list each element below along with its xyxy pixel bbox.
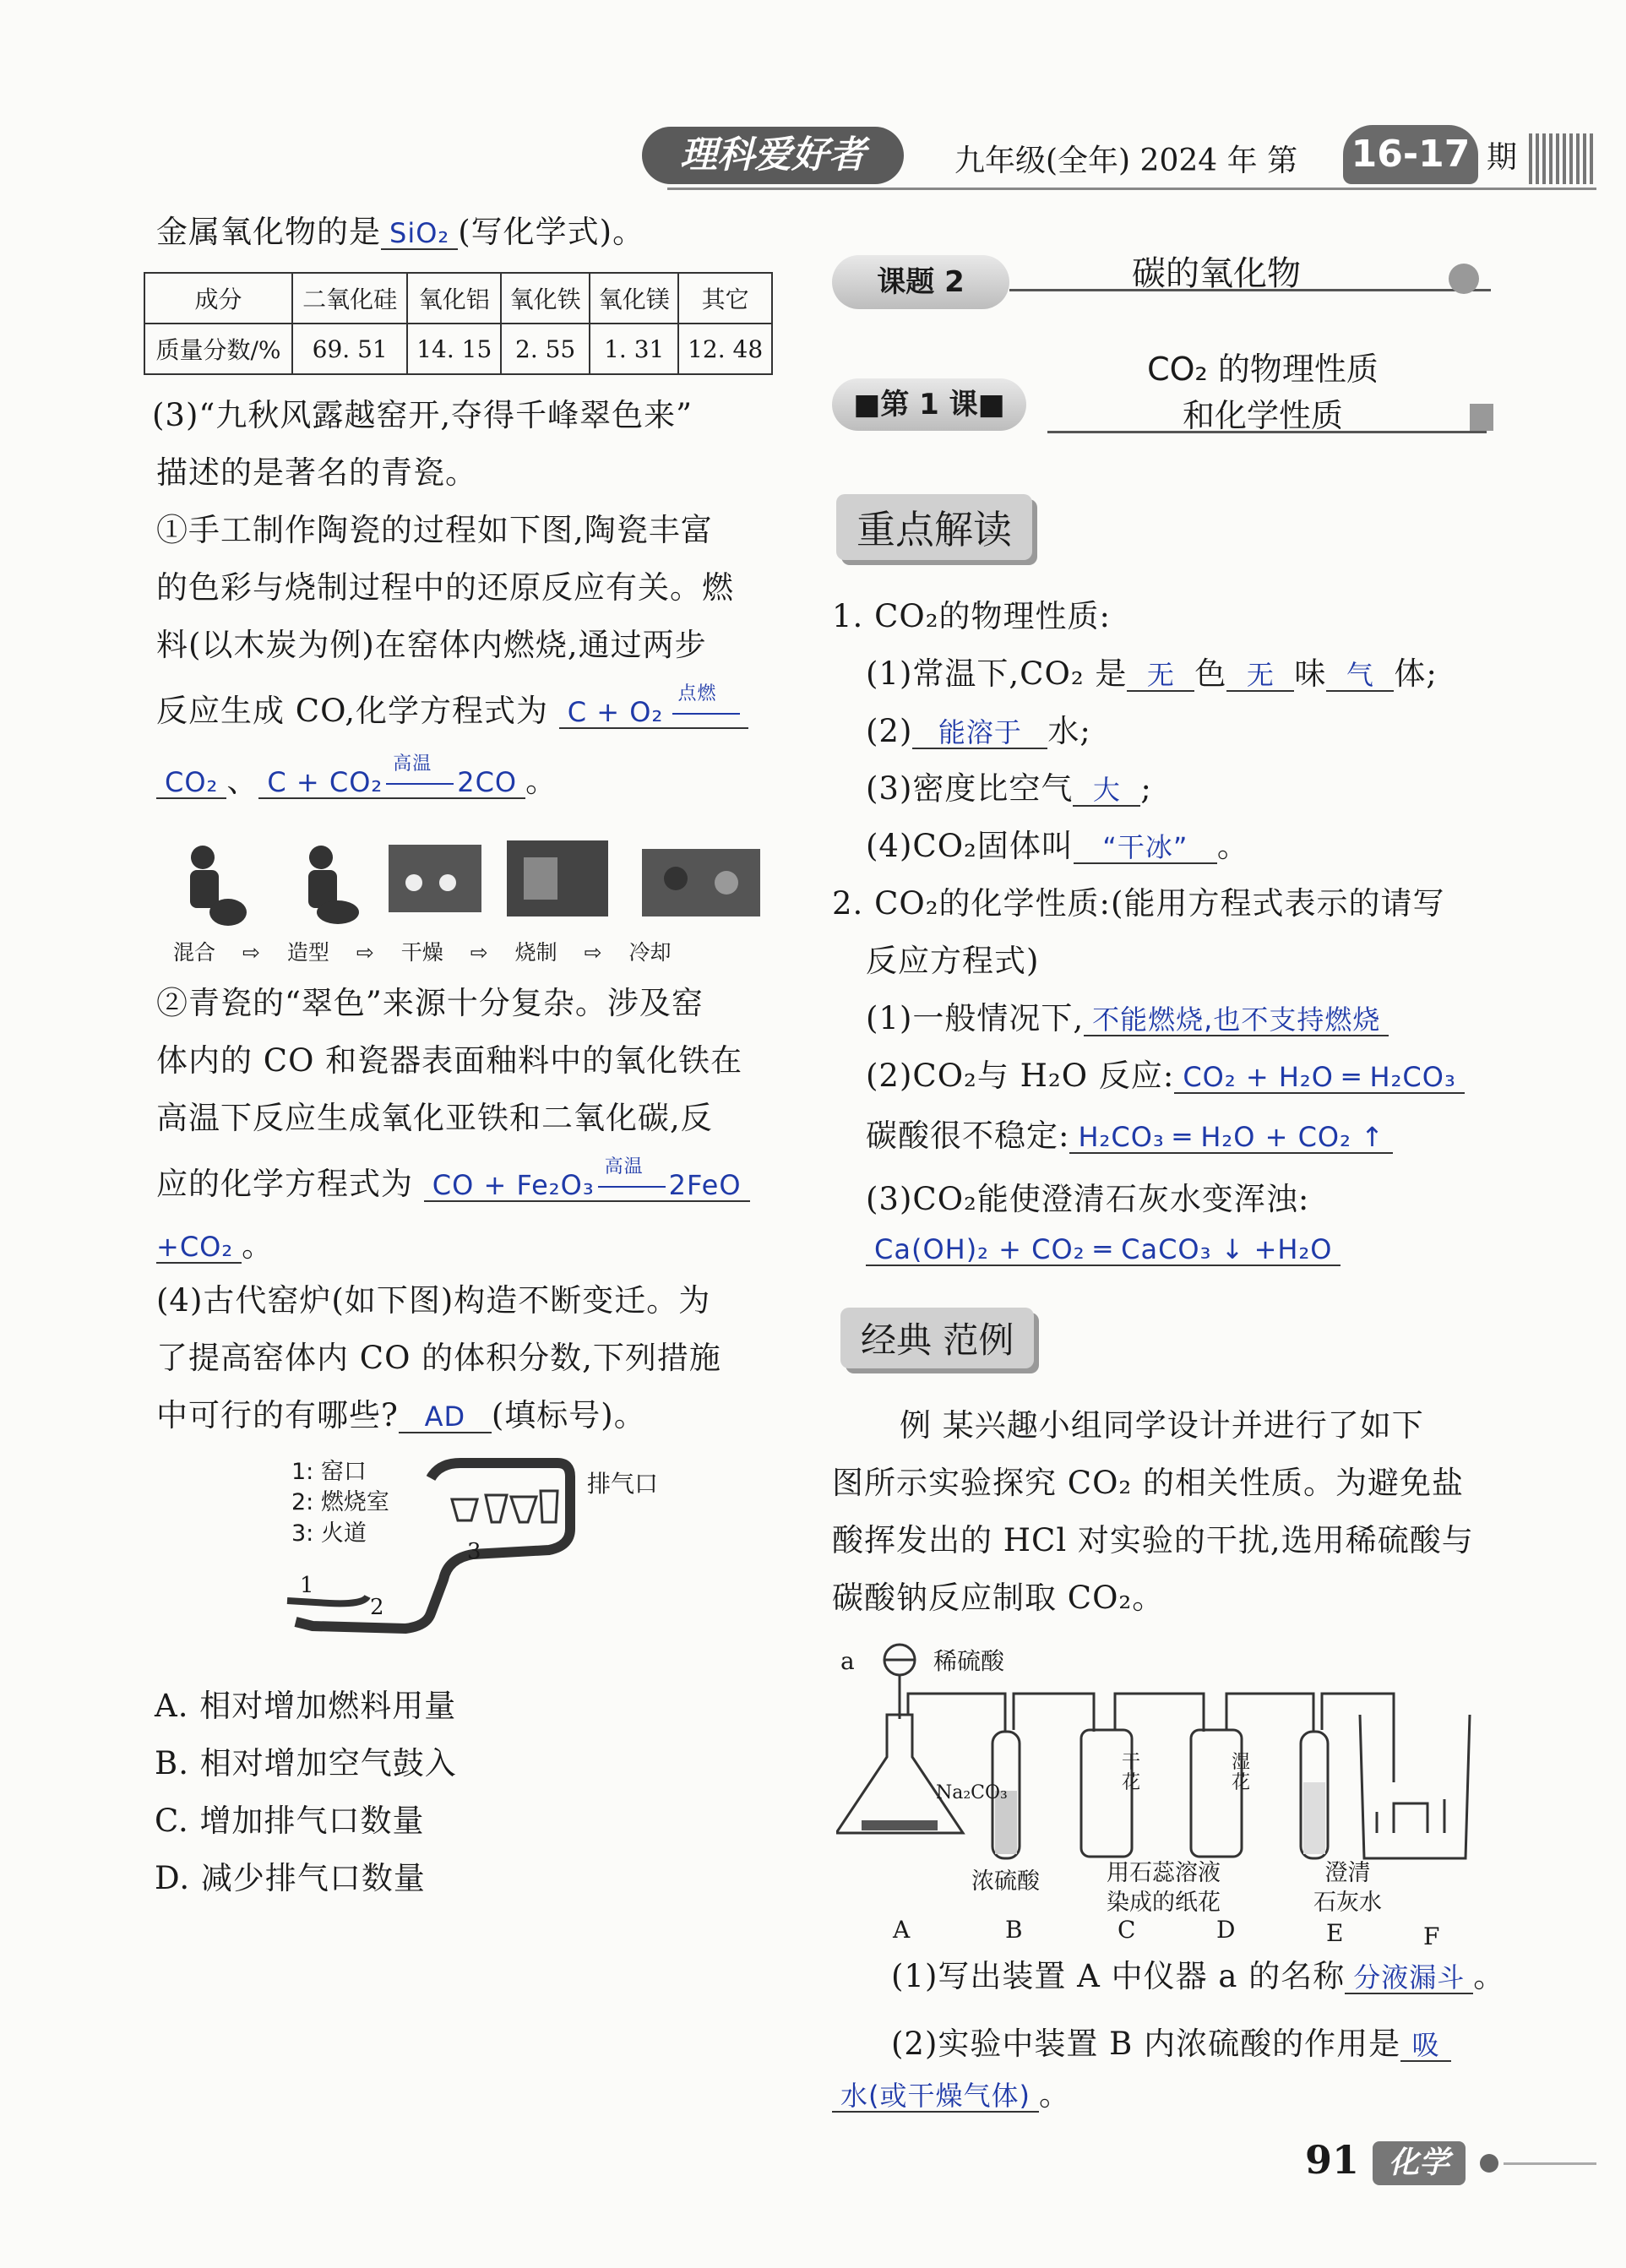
q4-line3: 中可行的有哪些? AD (填标号)。: [156, 1397, 646, 1433]
answer-eq3-cont: +CO₂: [156, 1232, 242, 1264]
grade-label: 九年级(全年): [954, 144, 1131, 178]
subject-badge: 化学: [1373, 2141, 1466, 2185]
q4-line1: (4)古代窑炉(如下图)构造不断变迁。为: [156, 1282, 711, 1319]
answer-eq1-right: CO₂: [156, 768, 226, 799]
header-info: [954, 137, 1297, 180]
step-label: 烧制: [514, 940, 557, 965]
year-label: 2024 年: [1139, 144, 1258, 178]
lesson-title: [1128, 346, 1398, 439]
answer-carbonic-acid: H₂CO₃ ═ H₂O + CO₂ ↑: [1069, 1123, 1392, 1154]
p2-line4: 应的化学方程式为 CO + Fe₂O₃ 高温 2FeO: [156, 1159, 750, 1209]
issue-badge: 16-17: [1343, 125, 1478, 184]
p1-line3: 料(以木炭为例)在窑体内燃烧,通过两步: [156, 627, 707, 663]
r2-item1: (1)一般情况下, 不能燃烧,也不支持燃烧: [866, 993, 1389, 1043]
label-conc-acid: 浓硫酸: [971, 1868, 1040, 1895]
answer-q4: AD: [399, 1402, 492, 1433]
r2-item3: (3)CO₂能使澄清石灰水变浑浊:: [866, 1181, 1310, 1217]
table-row: [144, 273, 772, 324]
answer-eq1-left: C + O₂ 点燃: [559, 698, 749, 729]
arrow-icon: ⇨: [584, 940, 602, 965]
arrow-icon: ⇨: [356, 940, 374, 965]
header-stripes: [1529, 133, 1596, 184]
answer-smell: 无: [1226, 661, 1294, 692]
topic-badge: 课题 2: [832, 255, 1009, 309]
sub-question-2-cont: 水(或干燥气体) 。: [832, 2069, 1071, 2119]
answer-density: 大: [1073, 775, 1140, 807]
q4-line2: 了提高窑体内 CO 的体积分数,下列措施: [156, 1340, 721, 1376]
example-line2: 图所示实验探究 CO₂ 的相关性质。为避免盐: [832, 1465, 1464, 1501]
example-line4: 碳酸钠反应制取 CO₂。: [832, 1580, 1165, 1616]
r2-title: 2. CO₂的化学性质:(能用方程式表示的请写: [832, 885, 1445, 922]
answer-solubility: 能溶于: [912, 718, 1047, 749]
table-header: 氧化镁: [590, 273, 678, 324]
answer-funnel: 分液漏斗: [1345, 1963, 1473, 1994]
q3-line1: (3)“九秋风露越窑开,夺得千峰翠色来”: [152, 397, 693, 433]
letter-f: F: [1423, 1923, 1440, 1950]
step-label: 干燥: [400, 940, 443, 965]
arrow-icon: ⇨: [242, 940, 260, 965]
step-label: 混合: [173, 940, 216, 965]
option-d: D. 减少排气口数量: [155, 1860, 426, 1896]
section-examples: 经典 范例: [840, 1308, 1034, 1368]
option-b: B. 相对增加空气鼓入: [155, 1745, 457, 1781]
line-metal-oxide: 金属氧化物的是 SiO₂ (写化学式)。: [156, 214, 645, 250]
table-cell: 2. 55: [501, 324, 590, 374]
label-litmus: 用石蕊溶液 染成的纸花: [1107, 1860, 1221, 1917]
na2co3-powder: [862, 1820, 938, 1830]
table-header: 二氧化硅: [292, 273, 407, 324]
p2-line2: 体内的 CO 和瓷器表面釉料中的氧化铁在: [156, 1042, 743, 1079]
sub-question-1: (1)写出装置 A 中仪器 a 的名称 分液漏斗 。: [891, 1958, 1506, 1994]
header-rule: [667, 188, 1596, 190]
answer-state: 气: [1326, 661, 1394, 692]
p2-line5: +CO₂ 。: [156, 1227, 275, 1264]
table-header: 成分: [144, 273, 292, 324]
kiln-vent-label: 排气口: [587, 1470, 659, 1498]
p1-line4: 反应生成 CO,化学方程式为 C + O₂ 点燃: [156, 686, 748, 736]
answer-color: 无: [1127, 661, 1194, 692]
composition-table: [144, 272, 773, 375]
answer-absorb-1: 吸: [1400, 2031, 1451, 2062]
letter-b: B: [1005, 1916, 1023, 1944]
table-header: 其它: [678, 273, 772, 324]
example-line1: 例 某兴趣小组同学设计并进行了如下: [900, 1407, 1424, 1444]
label-dry-flower: 干花: [1122, 1752, 1141, 1794]
r2-title-cont: 反应方程式): [866, 943, 1040, 979]
kiln-num-1: 1: [300, 1573, 314, 1598]
label-limewater: 澄清 石灰水: [1313, 1860, 1382, 1917]
r1-item1: (1)常温下,CO₂ 是 无 色 无 味 气 体;: [866, 655, 1438, 692]
step-label: 造型: [286, 940, 329, 965]
label-wet-flower: 湿花: [1232, 1752, 1251, 1794]
qi-label: 期: [1487, 140, 1519, 175]
letter-d: D: [1216, 1916, 1236, 1944]
answer-limewater: Ca(OH)₂ + CO₂ ═ CaCO₃ ↓ +H₂O: [866, 1235, 1340, 1266]
process-steps: [173, 936, 672, 966]
table-cell: 69. 51: [292, 324, 407, 374]
answer-eq2: C + CO₂ 高温 2CO: [258, 768, 525, 799]
table-header: 氧化铁: [501, 273, 590, 324]
limewater-liquid: [1303, 1782, 1325, 1854]
answer-dry-ice: “干冰”: [1074, 833, 1217, 864]
r1-item3: (3)密度比空气 大 ;: [866, 770, 1152, 807]
step-label: 冷却: [628, 940, 672, 965]
kiln-legend-item: 3: 火道: [291, 1520, 367, 1547]
answer-sio2: SiO₂: [381, 219, 458, 250]
r1-item2: (2) 能溶于 水;: [866, 713, 1091, 749]
answer-co2-water: CO₂ + H₂O ═ H₂CO₃: [1174, 1063, 1464, 1094]
answer-eq3: CO + Fe₂O₃ 高温 2FeO: [424, 1171, 750, 1202]
kiln-legend-item: 1: 窑口: [291, 1459, 367, 1485]
eq1-condition: 点燃: [677, 683, 717, 704]
kiln-num-2: 2: [370, 1595, 384, 1620]
answer-absorb-2: 水(或干燥气体): [832, 2081, 1039, 2113]
di-label: 第: [1267, 144, 1298, 178]
lesson-block: [1470, 404, 1493, 431]
sub-question-2: (2)实验中装置 B 内浓硫酸的作用是 吸: [891, 2019, 1451, 2069]
letter-a: A: [893, 1916, 911, 1944]
example-line3: 酸挥发出的 HCl 对实验的干扰,选用稀硫酸与: [832, 1522, 1474, 1558]
table-cell: 质量分数/%: [144, 324, 292, 374]
p1-line1: ①手工制作陶瓷的过程如下图,陶瓷丰富: [156, 512, 713, 548]
magazine-logo: 理科爱好者: [642, 127, 904, 184]
p2-line3: 高温下反应生成氧化亚铁和二氧化碳,反: [156, 1100, 713, 1136]
eq3-condition: 高温: [604, 1156, 644, 1178]
eq2-condition: 高温: [393, 753, 432, 775]
label-dilute-acid: 稀硫酸: [933, 1647, 1005, 1675]
kiln-num-3: 3: [467, 1539, 481, 1564]
label-na2co3: Na₂CO₃: [936, 1782, 1008, 1803]
p1-line2: 的色彩与烧制过程中的还原反应有关。燃: [156, 569, 734, 606]
kiln-legend-item: 2: 燃烧室: [291, 1489, 389, 1516]
footer-rule: [1504, 2162, 1596, 2165]
r2-item2: (2)CO₂与 H₂O 反应: CO₂ + H₂O ═ H₂CO₃: [866, 1051, 1465, 1101]
topic-title: 碳的氧化物: [1132, 254, 1301, 293]
r1-item4: (4)CO₂固体叫 “干冰” 。: [866, 828, 1249, 864]
lesson-title-line: 和化学性质: [1182, 397, 1343, 435]
r2-item2b: 碳酸很不稳定: H₂CO₃ ═ H₂O + CO₂ ↑: [866, 1111, 1393, 1161]
table-cell: 1. 31: [590, 324, 678, 374]
answer-combustion: 不能燃烧,也不支持燃烧: [1084, 1005, 1389, 1036]
p1-line5: CO₂ 、 C + CO₂ 高温 2CO 。: [156, 756, 557, 806]
kiln-legend: [291, 1457, 389, 1549]
letter-e: E: [1326, 1919, 1344, 1947]
label-a: a: [840, 1647, 855, 1675]
letter-c: C: [1118, 1916, 1136, 1944]
p2-line1: ②青瓷的“翠色”来源十分复杂。涉及窑: [156, 985, 704, 1021]
table-cell: 14. 15: [407, 324, 501, 374]
lesson-title-line: CO₂ 的物理性质: [1147, 351, 1379, 388]
section-key-points: 重点解读: [836, 494, 1032, 560]
lesson-badge: ■第 1 课■: [832, 378, 1026, 431]
table-cell: 12. 48: [678, 324, 772, 374]
r2-item3-ans: [866, 1223, 1340, 1273]
topic-dot: [1449, 264, 1479, 294]
option-a: A. 相对增加燃料用量: [155, 1688, 457, 1724]
r1-title: 1. CO₂的物理性质:: [832, 598, 1112, 634]
footer-dot: [1480, 2154, 1498, 2173]
table-header: 氧化铝: [407, 273, 501, 324]
option-c: C. 增加排气口数量: [155, 1803, 425, 1839]
apparatus-figure: [836, 1630, 1478, 1875]
table-row: [144, 324, 772, 374]
page-number: 91: [1305, 2137, 1360, 2183]
arrow-icon: ⇨: [470, 940, 488, 965]
q3-line2: 描述的是著名的青瓷。: [156, 454, 477, 491]
